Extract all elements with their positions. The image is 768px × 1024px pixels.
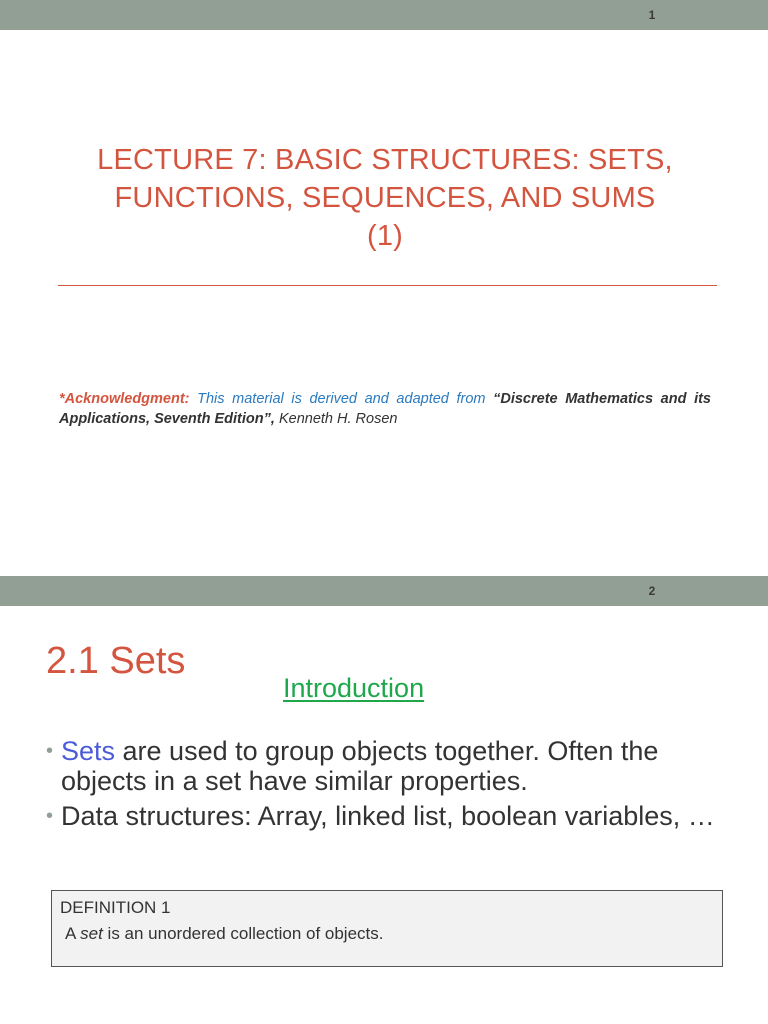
bullet-icon: • — [46, 740, 54, 762]
acknowledgment-book: “Discrete Mathematics and its Applications, Seventh Edition”, — [59, 391, 711, 427]
slide-header-bar — [0, 576, 768, 606]
acknowledgment-text: This material is derived and adapted from — [197, 391, 486, 407]
definition-term: set — [80, 924, 103, 943]
section-title: 2.1 Sets — [46, 640, 186, 682]
definition-suffix: is an unordered collection of objects. — [102, 924, 384, 943]
definition-heading: DEFINITION 1 — [60, 898, 171, 917]
definition-box — [51, 890, 723, 967]
acknowledgment-label: *Acknowledgment: — [59, 391, 190, 407]
section-subtitle: Introduction — [283, 673, 425, 703]
definition-body — [65, 924, 383, 944]
bullet-item — [46, 736, 736, 796]
bullet-highlight: Sets — [61, 736, 116, 766]
lecture-title-line: LECTURE 7: BASIC STRUCTURES: SETS, — [97, 144, 673, 176]
slide-header-bar — [0, 0, 768, 30]
title-divider — [58, 285, 717, 286]
bullet-item — [46, 801, 736, 831]
lecture-title-line: (1) — [366, 220, 404, 252]
slide-2 — [0, 576, 768, 1024]
lecture-title-line: FUNCTIONS, SEQUENCES, AND SUMS — [114, 182, 656, 214]
acknowledgment — [59, 389, 711, 429]
lecture-title — [40, 141, 730, 255]
bullet-icon: • — [46, 805, 54, 827]
definition-prefix: A — [65, 924, 81, 943]
slide-number: 2 — [648, 584, 656, 598]
slide-number: 1 — [648, 8, 656, 22]
bullet-text: are used to group objects together. Often the objects in a set have similar properties. — [61, 736, 659, 796]
bullet-text: Data structures: Array, linked list, boolean variables, … — [61, 801, 715, 831]
acknowledgment-author: Kenneth H. Rosen — [278, 411, 398, 427]
bullet-list — [46, 736, 736, 836]
